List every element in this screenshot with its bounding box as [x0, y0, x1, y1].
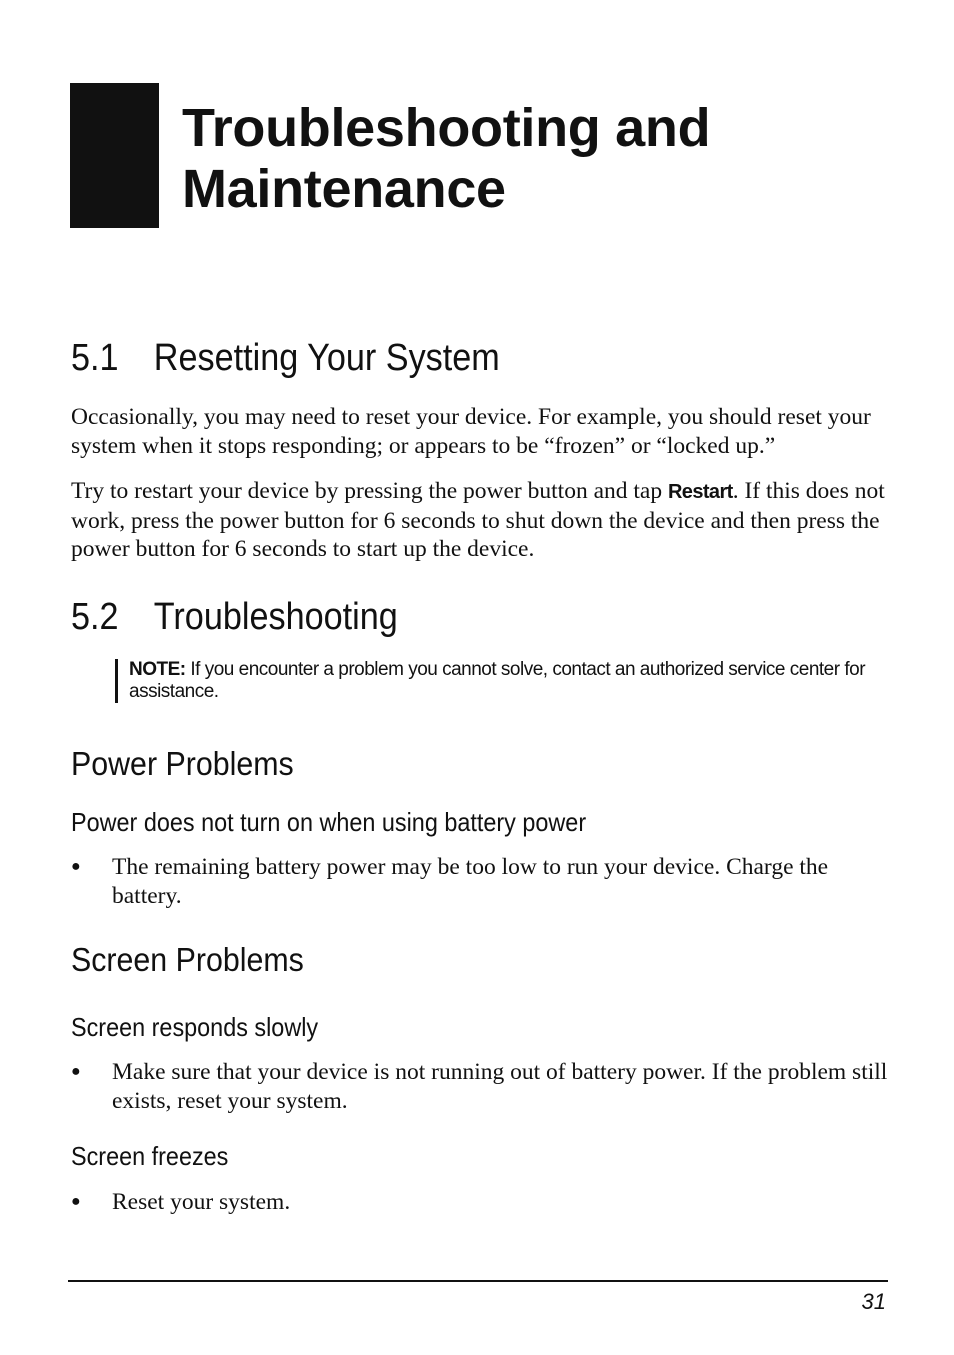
section1-paragraph-2 [71, 477, 891, 564]
note-label: NOTE: [129, 659, 186, 680]
paragraph-text: Try to restart your device by pressing the power button and tap [71, 478, 668, 504]
screen-problems-heading: Screen Problems [71, 941, 304, 978]
page-number: 31 [861, 1289, 886, 1314]
section-number: 5.1 [71, 337, 119, 379]
footer-rule [68, 1280, 888, 1282]
note-text: If you encounter a problem you cannot solve, contact an authorized service center for assistance. [129, 659, 866, 702]
paragraph-text: . If this does not work, press the power button for 6 seconds to shut down the device and then press the power button for 6 seconds to start up the device. [71, 478, 885, 562]
list-item [71, 853, 891, 910]
bullet-icon: ● [71, 1063, 81, 1080]
list-item-text: The remaining battery power may be too low to run your device. Charge the battery. [112, 854, 829, 909]
power-problems-heading: Power Problems [71, 745, 294, 782]
section-heading-5-2 [71, 595, 398, 639]
screen-subheading-slow: Screen responds slowly [71, 1012, 319, 1042]
screen-subheading-freezes: Screen freezes [71, 1141, 229, 1171]
bullet-icon: ● [71, 1193, 81, 1210]
restart-keyword: Restart [667, 481, 733, 503]
list-item [71, 1188, 891, 1217]
section-title: Troubleshooting [153, 596, 398, 638]
chapter-marker-block [70, 83, 159, 228]
power-subheading: Power does not turn on when using battery power [71, 807, 587, 837]
list-item-text: Reset your system. [112, 1189, 291, 1215]
bullet-icon: ● [71, 858, 81, 875]
list-item-text: Make sure that your device is not running out of battery power. If the problem still exists, reset your system. [112, 1059, 888, 1114]
chapter-title-line2: Maintenance [182, 159, 506, 219]
chapter-title [182, 98, 902, 220]
section-title: Resetting Your System [153, 337, 500, 379]
section-number: 5.2 [71, 596, 119, 638]
section1-paragraph-1: Occasionally, you may need to reset your device. For example, you should reset your system when it stops responding; or appears to be “frozen” or “locked up.” [71, 404, 871, 459]
list-item [71, 1058, 891, 1115]
note-box [115, 659, 909, 703]
chapter-title-line1: Troubleshooting and [182, 98, 711, 158]
section-heading-5-1 [71, 336, 500, 380]
